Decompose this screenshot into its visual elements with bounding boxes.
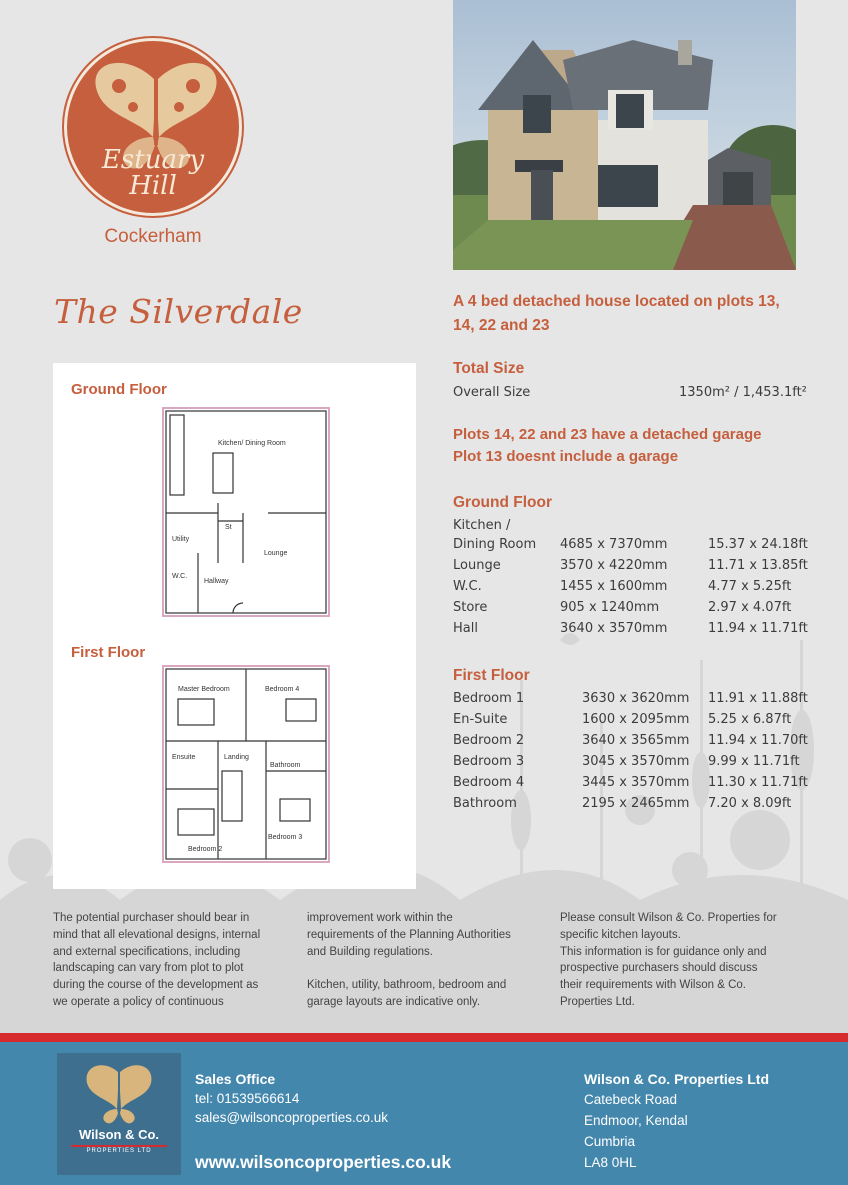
disclaimer-line: and Building regulations. xyxy=(307,945,433,958)
room-name: Dining Room xyxy=(453,537,537,552)
room-imperial: 11.30 x 11.71ft xyxy=(708,775,808,790)
footer-red-strip xyxy=(0,1033,848,1042)
ground-floor-plan-label: Ground Floor xyxy=(71,381,167,398)
website-link[interactable]: www.wilsoncoproperties.co.uk xyxy=(195,1152,452,1172)
butterfly-icon xyxy=(79,1063,159,1125)
disclaimer-line xyxy=(307,960,547,977)
room-name: En-Suite xyxy=(453,712,508,727)
address-line: Cumbria xyxy=(584,1134,636,1149)
disclaimer-column-3 xyxy=(560,910,810,1011)
room-imperial: 11.94 x 11.70ft xyxy=(708,733,808,748)
room-name: Lounge xyxy=(453,558,501,573)
table-row xyxy=(453,775,808,795)
ground-pre-label-row xyxy=(453,518,798,538)
room-metric: 1455 x 1600mm xyxy=(560,579,668,594)
room-imperial: 9.99 x 11.71ft xyxy=(708,754,800,769)
first-room-bathroom: Bathroom xyxy=(270,762,301,769)
disclaimer-line: improvement work within the xyxy=(307,912,453,924)
room-imperial: 11.71 x 13.85ft xyxy=(708,558,808,573)
sales-tel[interactable]: tel: 01539566614 xyxy=(195,1091,300,1106)
sales-office-heading: Sales Office xyxy=(195,1071,276,1087)
room-metric: 3630 x 3620mm xyxy=(582,691,690,706)
disclaimer-column-1 xyxy=(53,910,293,1011)
room-metric: 2195 x 2465mm xyxy=(582,796,690,811)
disclaimer-line: prospective purchasers should discuss xyxy=(560,962,758,975)
ground-floor-heading: Ground Floor xyxy=(453,494,553,511)
disclaimer-column-2 xyxy=(307,910,547,1011)
intro-text: A 4 bed detached house located on plots 13, 14, 22 and 23 xyxy=(453,293,780,334)
floor-plans-panel xyxy=(53,363,416,889)
ground-room-lounge: Lounge xyxy=(264,550,288,557)
room-imperial: 4.77 x 5.25ft xyxy=(708,579,792,594)
room-metric: 3045 x 3570mm xyxy=(582,754,690,769)
room-metric: 3445 x 3570mm xyxy=(582,775,690,790)
disclaimer-line: specific kitchen layouts. xyxy=(560,928,681,941)
ground-pre-label: Kitchen / xyxy=(453,518,511,533)
ground-floor-plan xyxy=(158,403,338,623)
address-line: LA8 0HL xyxy=(584,1155,637,1170)
disclaimer-line: during the course of the development as xyxy=(53,979,259,992)
disclaimer-line: requirements of the Planning Authorities xyxy=(307,928,511,941)
total-size-heading: Total Size xyxy=(453,360,525,377)
first-room-landing: Landing xyxy=(224,754,249,761)
logo-estuary-text: Estuary xyxy=(101,145,205,175)
table-row xyxy=(453,712,798,732)
room-name: Bedroom 1 xyxy=(453,691,525,706)
table-row xyxy=(453,558,808,578)
ground-room-utility: Utility xyxy=(172,536,190,543)
room-imperial: 11.94 x 11.71ft xyxy=(708,621,808,636)
room-name: Bedroom 2 xyxy=(453,733,525,748)
sales-email-link[interactable]: sales@wilsoncoproperties.co.uk xyxy=(195,1110,389,1125)
room-name: Bathroom xyxy=(453,796,517,811)
room-metric: 4685 x 7370mm xyxy=(560,537,668,552)
logo-hill-text: Hill xyxy=(129,171,177,201)
estuary-hill-logo xyxy=(64,38,242,216)
room-imperial: 2.97 x 4.07ft xyxy=(708,600,792,615)
disclaimer-line: Properties Ltd. xyxy=(560,995,635,1008)
first-room-bedroom3: Bedroom 3 xyxy=(268,834,303,841)
first-floor-plan xyxy=(158,661,338,871)
disclaimer-line: Kitchen, utility, bathroom, bedroom and xyxy=(307,979,507,992)
room-metric: 3640 x 3570mm xyxy=(560,621,668,636)
table-row xyxy=(453,796,798,816)
address-line: Endmoor, Kendal xyxy=(584,1113,688,1128)
ground-room-kitchen: Kitchen/ Dining Room xyxy=(218,440,286,447)
disclaimer-line: mind that all elevational designs, internal xyxy=(53,928,261,941)
house-name-heading: The Silverdale xyxy=(54,292,303,331)
table-row xyxy=(453,600,798,620)
footer-logo-text: Wilson & Co. xyxy=(78,1127,160,1142)
garage-note-line: Plots 14, 22 and 23 have a detached garage xyxy=(453,426,762,443)
address-line: Catebeck Road xyxy=(584,1092,678,1107)
table-row xyxy=(453,691,808,711)
ground-room-store: St xyxy=(225,524,232,531)
room-name: Hall xyxy=(453,621,478,636)
room-name: W.C. xyxy=(453,579,482,594)
room-imperial: 7.20 x 8.09ft xyxy=(708,796,792,811)
disclaimer-line: their requirements with Wilson & Co. xyxy=(560,979,746,992)
table-row xyxy=(453,733,808,753)
disclaimer-line: garage layouts are indicative only. xyxy=(307,995,481,1008)
room-name: Bedroom 3 xyxy=(453,754,525,769)
room-imperial: 5.25 x 6.87ft xyxy=(708,712,792,727)
garage-note-line: Plot 13 doesnt include a garage xyxy=(453,448,679,465)
disclaimer-line: we operate a policy of continuous xyxy=(53,995,224,1008)
room-metric: 1600 x 2095mm xyxy=(582,712,690,727)
room-metric: 3570 x 4220mm xyxy=(560,558,668,573)
table-row xyxy=(453,537,808,557)
footer-logo-subtext: PROPERTIES LTD xyxy=(71,1145,167,1154)
room-imperial: 11.91 x 11.88ft xyxy=(708,691,808,706)
first-room-bedroom4: Bedroom 4 xyxy=(265,686,300,693)
disclaimer-line: This information is for guidance only and xyxy=(560,945,767,958)
table-row xyxy=(453,621,808,641)
disclaimer-line: and external specifications, including xyxy=(53,945,241,958)
disclaimer-line: The potential purchaser should bear in xyxy=(53,912,250,924)
ground-room-hallway: Hallway xyxy=(204,578,229,585)
room-metric: 905 x 1240mm xyxy=(560,600,660,615)
house-render-image xyxy=(453,0,796,270)
room-imperial: 15.37 x 24.18ft xyxy=(708,537,808,552)
wilson-co-logo xyxy=(57,1053,181,1175)
disclaimer-line: Please consult Wilson & Co. Properties for xyxy=(560,912,777,924)
first-room-master: Master Bedroom xyxy=(178,686,230,693)
room-name: Bedroom 4 xyxy=(453,775,525,790)
disclaimer-line: landscaping can vary from plot to plot xyxy=(53,962,244,975)
table-row xyxy=(453,579,798,599)
ground-room-wc: W.C. xyxy=(172,573,188,580)
first-floor-plan-label: First Floor xyxy=(71,644,146,661)
company-name: Wilson & Co. Properties Ltd xyxy=(584,1071,769,1087)
room-metric: 3640 x 3565mm xyxy=(582,733,690,748)
first-floor-heading: First Floor xyxy=(453,667,530,684)
total-size-label: Overall Size xyxy=(453,385,531,400)
total-size-value: 1350m² / 1,453.1ft² xyxy=(679,385,807,400)
first-room-bedroom2: Bedroom 2 xyxy=(188,846,223,853)
table-row xyxy=(453,754,798,774)
first-room-ensuite: Ensuite xyxy=(172,754,196,761)
total-size-row xyxy=(453,385,807,405)
garage-note xyxy=(453,424,793,468)
room-name: Store xyxy=(453,600,488,615)
location-text: Cockerham xyxy=(104,226,202,247)
